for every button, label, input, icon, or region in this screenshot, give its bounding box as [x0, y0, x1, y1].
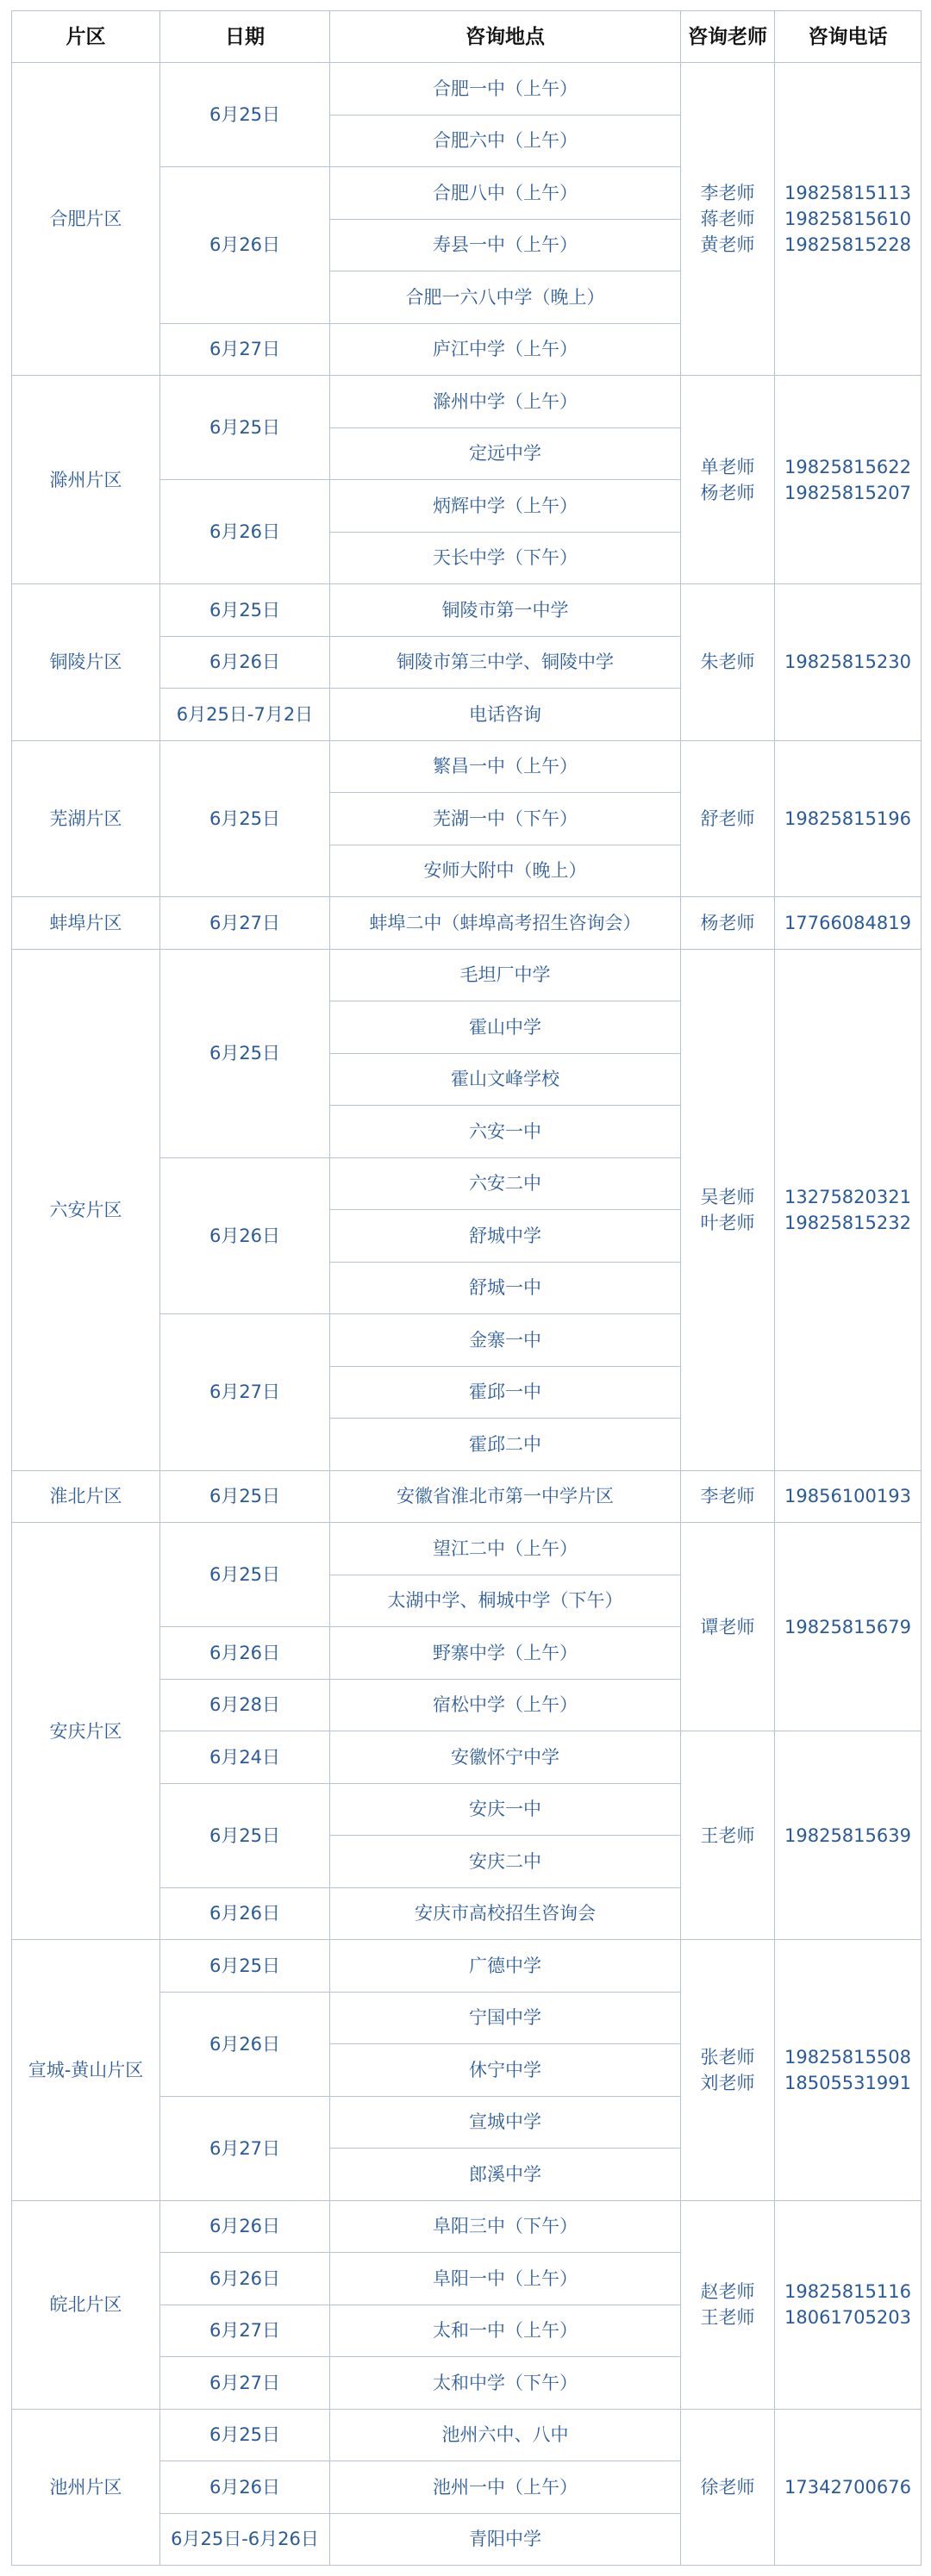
phone-number: 19825815508 [784, 2046, 911, 2068]
teacher-name: 叶老师 [700, 1212, 755, 1233]
phone-number: 19856100193 [784, 1486, 911, 1507]
teacher-cell [681, 740, 775, 897]
location-cell: 霍山文峰学校 [330, 1053, 681, 1106]
teacher-name: 谭老师 [700, 1616, 755, 1637]
location-cell: 六安一中 [330, 1106, 681, 1158]
table-row [12, 1940, 922, 1993]
teacher-cell [681, 63, 775, 376]
phone-cell [775, 376, 922, 584]
header-row [12, 11, 922, 63]
date-cell: 6月26日 [160, 480, 330, 584]
region-cell: 皖北片区 [12, 2200, 160, 2409]
location-cell: 金寨一中 [330, 1314, 681, 1367]
location-cell: 休宁中学 [330, 2044, 681, 2097]
phone-number: 19825815207 [784, 482, 911, 503]
teacher-cell [681, 1731, 775, 1940]
header-phone: 咨询电话 [775, 11, 922, 63]
header-teacher: 咨询老师 [681, 11, 775, 63]
date-cell: 6月27日 [160, 323, 330, 376]
location-cell: 宁国中学 [330, 1992, 681, 2044]
consultation-schedule-table [11, 10, 922, 2566]
date-cell: 6月26日 [160, 636, 330, 689]
header-date: 日期 [160, 11, 330, 63]
date-cell: 6月25日-7月2日 [160, 689, 330, 741]
date-cell: 6月26日 [160, 2253, 330, 2305]
teacher-name: 蒋老师 [700, 209, 755, 229]
region-cell: 安庆片区 [12, 1523, 160, 1940]
location-cell: 安庆二中 [330, 1836, 681, 1888]
location-cell: 舒城一中 [330, 1262, 681, 1314]
table-row [12, 740, 922, 793]
table-row [12, 2409, 922, 2461]
date-cell: 6月25日 [160, 740, 330, 897]
date-cell: 6月25日 [160, 1523, 330, 1627]
location-cell: 青阳中学 [330, 2513, 681, 2566]
date-cell: 6月27日 [160, 2357, 330, 2410]
location-cell: 阜阳三中（下午） [330, 2200, 681, 2253]
table-body [12, 63, 922, 2566]
date-cell: 6月25日 [160, 949, 330, 1157]
location-cell: 天长中学（下午） [330, 532, 681, 584]
teacher-name: 刘老师 [700, 2072, 755, 2093]
teacher-name: 吴老师 [700, 1186, 755, 1207]
teacher-name: 王老师 [700, 1824, 755, 1846]
teacher-name: 李老师 [700, 183, 755, 203]
phone-number: 19825815116 [784, 2281, 911, 2302]
phone-number: 17766084819 [784, 912, 911, 933]
date-cell: 6月25日 [160, 2409, 330, 2461]
table-row [12, 376, 922, 428]
date-cell: 6月26日 [160, 2461, 330, 2514]
phone-cell [775, 949, 922, 1470]
region-cell: 池州片区 [12, 2409, 160, 2566]
location-cell: 合肥六中（上午） [330, 115, 681, 167]
location-cell: 寿县一中（上午） [330, 219, 681, 271]
phone-number: 19825815232 [784, 1212, 911, 1233]
table-row [12, 1523, 922, 1575]
location-cell: 炳辉中学（上午） [330, 480, 681, 533]
location-cell: 定远中学 [330, 427, 681, 480]
date-cell: 6月25日 [160, 1470, 330, 1523]
region-cell: 蚌埠片区 [12, 897, 160, 950]
location-cell: 宣城中学 [330, 2096, 681, 2149]
date-cell: 6月25日 [160, 376, 330, 480]
table-row [12, 949, 922, 1001]
date-cell: 6月27日 [160, 897, 330, 950]
teacher-name: 舒老师 [700, 808, 755, 829]
location-cell: 太湖中学、桐城中学（下午） [330, 1575, 681, 1627]
phone-number: 19825815639 [784, 1824, 911, 1846]
phone-cell [775, 1940, 922, 2201]
location-cell: 毛坦厂中学 [330, 949, 681, 1001]
phone-number: 19825815113 [784, 183, 911, 203]
teacher-cell [681, 2409, 775, 2566]
phone-number: 19825815230 [784, 652, 911, 673]
phone-number: 18505531991 [784, 2072, 911, 2093]
location-cell: 野寨中学（上午） [330, 1627, 681, 1680]
location-cell: 太和中学（下午） [330, 2357, 681, 2410]
location-cell: 舒城中学 [330, 1210, 681, 1263]
teacher-name: 黄老师 [700, 234, 755, 255]
phone-cell [775, 1470, 922, 1523]
location-cell: 宿松中学（上午） [330, 1679, 681, 1731]
phone-number: 19825815622 [784, 456, 911, 477]
region-cell: 铜陵片区 [12, 584, 160, 741]
location-cell: 芜湖一中（下午） [330, 793, 681, 845]
location-cell: 池州一中（上午） [330, 2461, 681, 2514]
phone-number: 17342700676 [784, 2476, 911, 2498]
table-row [12, 897, 922, 950]
location-cell: 阜阳一中（上午） [330, 2253, 681, 2305]
date-cell: 6月24日 [160, 1731, 330, 1784]
phone-number: 13275820321 [784, 1186, 911, 1207]
date-cell: 6月26日 [160, 1627, 330, 1680]
phone-cell [775, 1731, 922, 1940]
location-cell: 滁州中学（上午） [330, 376, 681, 428]
date-cell: 6月25日 [160, 1783, 330, 1887]
location-cell: 安徽怀宁中学 [330, 1731, 681, 1784]
date-cell: 6月25日 [160, 1940, 330, 1993]
teacher-name: 李老师 [700, 1486, 755, 1507]
region-cell: 滁州片区 [12, 376, 160, 584]
table-row [12, 2200, 922, 2253]
teacher-name: 杨老师 [700, 912, 755, 933]
region-cell: 宣城-黄山片区 [12, 1940, 160, 2201]
phone-number: 19825815228 [784, 234, 911, 255]
location-cell: 霍邱一中 [330, 1366, 681, 1419]
location-cell: 铜陵市第三中学、铜陵中学 [330, 636, 681, 689]
location-cell: 繁昌一中（上午） [330, 740, 681, 793]
location-cell: 安庆一中 [330, 1783, 681, 1836]
location-cell: 铜陵市第一中学 [330, 584, 681, 637]
location-cell: 合肥一六八中学（晚上） [330, 271, 681, 324]
teacher-cell [681, 584, 775, 741]
phone-cell [775, 2200, 922, 2409]
date-cell: 6月27日 [160, 1314, 330, 1471]
location-cell: 合肥一中（上午） [330, 63, 681, 115]
date-cell: 6月27日 [160, 2096, 330, 2200]
date-cell: 6月26日 [160, 1157, 330, 1314]
teacher-cell [681, 897, 775, 950]
date-cell: 6月25日 [160, 584, 330, 637]
location-cell: 广德中学 [330, 1940, 681, 1993]
location-cell: 安师大附中（晚上） [330, 845, 681, 897]
location-cell: 安庆市高校招生咨询会 [330, 1887, 681, 1940]
table-row [12, 1470, 922, 1523]
location-cell: 六安二中 [330, 1157, 681, 1210]
location-cell: 电话咨询 [330, 689, 681, 741]
location-cell: 安徽省淮北市第一中学片区 [330, 1470, 681, 1523]
table-row [12, 584, 922, 637]
teacher-name: 赵老师 [700, 2281, 755, 2302]
teacher-name: 杨老师 [700, 482, 755, 503]
phone-number: 19825815610 [784, 209, 911, 229]
location-cell: 庐江中学（上午） [330, 323, 681, 376]
phone-cell [775, 2409, 922, 2566]
location-cell: 合肥八中（上午） [330, 167, 681, 220]
date-cell: 6月26日 [160, 1992, 330, 2096]
teacher-name: 单老师 [700, 456, 755, 477]
location-cell: 霍山中学 [330, 1001, 681, 1054]
header-region: 片区 [12, 11, 160, 63]
teacher-cell [681, 1470, 775, 1523]
teacher-cell [681, 376, 775, 584]
phone-cell [775, 740, 922, 897]
location-cell: 太和一中（上午） [330, 2305, 681, 2357]
phone-cell [775, 63, 922, 376]
teacher-cell [681, 2200, 775, 2409]
date-cell: 6月25日 [160, 63, 330, 167]
region-cell: 芜湖片区 [12, 740, 160, 897]
teacher-cell [681, 1940, 775, 2201]
date-cell: 6月26日 [160, 2200, 330, 2253]
location-cell: 霍邱二中 [330, 1419, 681, 1471]
phone-cell [775, 1523, 922, 1731]
region-cell: 合肥片区 [12, 63, 160, 376]
region-cell: 六安片区 [12, 949, 160, 1470]
teacher-cell [681, 1523, 775, 1731]
date-cell: 6月25日-6月26日 [160, 2513, 330, 2566]
phone-number: 19825815679 [784, 1616, 911, 1637]
date-cell: 6月26日 [160, 167, 330, 324]
phone-number: 19825815196 [784, 808, 911, 829]
teacher-name: 朱老师 [700, 652, 755, 673]
teacher-name: 徐老师 [700, 2476, 755, 2498]
region-cell: 淮北片区 [12, 1470, 160, 1523]
teacher-name: 王老师 [700, 2307, 755, 2328]
location-cell: 郎溪中学 [330, 2149, 681, 2201]
date-cell: 6月27日 [160, 2305, 330, 2357]
location-cell: 池州六中、八中 [330, 2409, 681, 2461]
phone-number: 18061705203 [784, 2307, 911, 2328]
table-row [12, 63, 922, 115]
location-cell: 蚌埠二中（蚌埠高考招生咨询会） [330, 897, 681, 950]
phone-cell [775, 584, 922, 741]
header-location: 咨询地点 [330, 11, 681, 63]
date-cell: 6月26日 [160, 1887, 330, 1940]
location-cell: 望江二中（上午） [330, 1523, 681, 1575]
teacher-cell [681, 949, 775, 1470]
date-cell: 6月28日 [160, 1679, 330, 1731]
teacher-name: 张老师 [700, 2046, 755, 2068]
phone-cell [775, 897, 922, 950]
